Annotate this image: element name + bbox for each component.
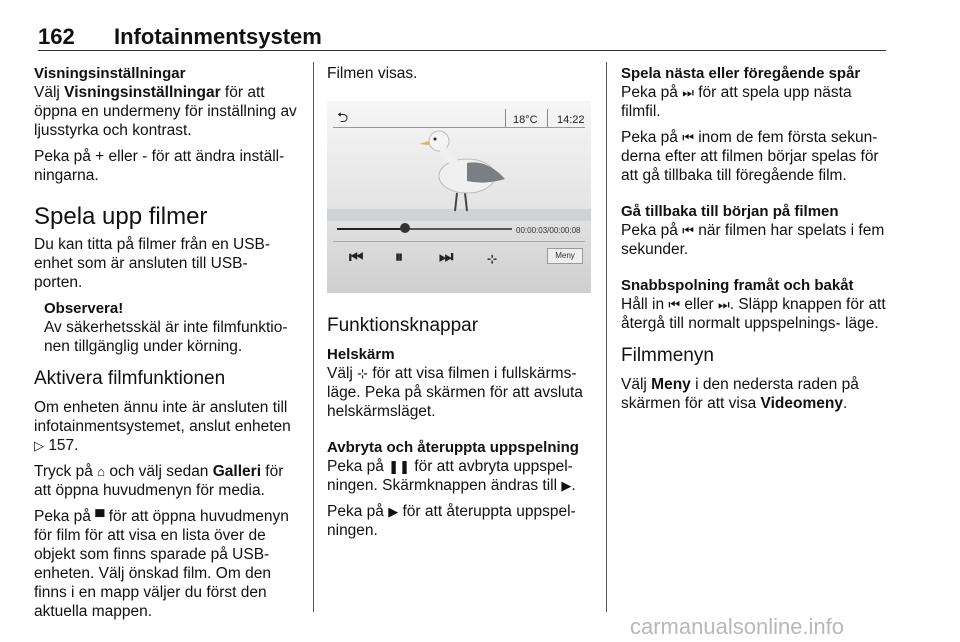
funktionsknappar-heading: Funktionsknappar	[327, 315, 479, 336]
ga-tillbaka-heading: Gå tillbaka till början på filmen	[621, 203, 839, 220]
spacer	[327, 428, 593, 438]
page-number: 162	[38, 24, 75, 49]
progress-fill	[337, 228, 405, 230]
paragraph	[621, 295, 889, 333]
status-bar	[333, 109, 585, 128]
video-player-screenshot	[327, 101, 591, 293]
text: Peka på	[621, 129, 683, 146]
play-icon: ▶	[561, 478, 572, 493]
text: .	[842, 395, 848, 412]
bold-text: Videomeny	[760, 395, 843, 412]
column-1	[34, 64, 300, 628]
page-reference-icon: ▷	[34, 438, 44, 453]
next-icon: ⏭	[718, 297, 730, 312]
film-icon: ▀	[95, 509, 105, 524]
text: 157.	[48, 437, 79, 454]
gull-beak	[419, 141, 429, 145]
previous-icon[interactable]: ⏮	[349, 249, 364, 266]
spela-upp-filmer-heading: Spela upp filmer	[34, 203, 208, 230]
paragraph	[327, 457, 593, 495]
spacer	[621, 266, 889, 276]
bold-text: Meny	[651, 376, 691, 393]
text: för att öppna huvudmenyn för media.	[34, 463, 284, 499]
text: för att återuppta uppspel- ningen.	[327, 503, 576, 539]
visningsinstallningar-heading: Visningsinställningar	[34, 65, 186, 82]
pause-icon: ❚❚	[388, 459, 410, 474]
note-text: Av säkerhetsskäl är inte filmfunktio- nen tillgänglig under körning.	[44, 319, 288, 355]
back-icon[interactable]: ⮌	[337, 109, 349, 125]
gull-eye	[434, 138, 437, 141]
aktivera-filmfunktionen-heading: Aktivera filmfunktionen	[34, 368, 226, 389]
page-header	[38, 24, 886, 50]
pause-icon[interactable]: ⏸	[395, 249, 404, 266]
note-box	[44, 299, 300, 356]
filmmenyn-heading: Filmmenyn	[621, 345, 714, 366]
gull-neck	[439, 145, 461, 165]
text: Välj	[34, 84, 65, 101]
text: i den nedersta raden på skärmen för att visa	[621, 376, 859, 412]
column-divider-2	[606, 62, 607, 612]
paragraph: Filmen visas.	[327, 65, 418, 82]
helskarm-heading: Helskärm	[327, 346, 395, 363]
text: inom de fem första sekun- derna efter att filmen börjar spelas för att gå tillbaka till föregående film.	[621, 129, 879, 184]
paragraph	[621, 83, 889, 121]
progress-track[interactable]	[337, 228, 512, 230]
column-divider-1	[313, 62, 314, 612]
text: för att spela upp nästa filmfil.	[621, 84, 852, 120]
status-divider	[547, 109, 548, 127]
paragraph	[34, 462, 300, 500]
text: . Släpp knappen för att återgå till normalt uppspelnings- läge.	[621, 296, 886, 332]
gull-wing	[467, 162, 505, 182]
note-title: Observera!	[44, 300, 124, 317]
clock-readout: 14:22	[557, 114, 585, 126]
play-icon: ▶	[388, 504, 399, 519]
elapsed-time: 00:00:03/00:00:08	[516, 226, 581, 235]
text: för att öppna en undermeny för inställning av ljusstyrka och kontrast.	[34, 84, 297, 139]
temperature-readout: 18°C	[513, 114, 538, 126]
page-title: Infotainmentsystem	[114, 24, 322, 49]
text: Tryck på	[34, 463, 98, 480]
control-bar	[333, 241, 585, 274]
status-divider	[505, 109, 506, 127]
gull-leg	[455, 193, 457, 211]
gull-leg	[465, 193, 467, 211]
snabbspolning-heading: Snabbspolning framåt och bakåt	[621, 277, 854, 294]
text: Peka på	[621, 222, 683, 239]
fullscreen-icon: ⊹	[357, 366, 369, 381]
text: Peka på	[621, 84, 683, 101]
spela-nasta-heading: Spela nästa eller föregående spår	[621, 65, 861, 82]
text: Välj	[327, 365, 358, 382]
next-icon: ⏭	[682, 85, 694, 100]
text: Peka på	[327, 458, 389, 475]
text: för att öppna huvudmenyn för film för att visa en lista över de objekt som finns sparade på USB- enheten. Välj önskad film. Om den finns i en mapp väljer du först den aktuella mappen.	[34, 508, 289, 620]
text: Peka på	[34, 508, 96, 525]
paragraph	[327, 502, 593, 540]
paragraph	[34, 507, 300, 621]
bold-text: Galleri	[212, 463, 261, 480]
text: för att avbryta uppspel- ningen. Skärmknappen ändras till	[327, 458, 573, 494]
column-3	[621, 64, 889, 420]
text: när filmen har spelats i fem sekunder.	[621, 222, 885, 258]
paragraph	[621, 128, 889, 185]
home-icon: ⌂	[97, 464, 106, 479]
fullscreen-icon[interactable]: ⊹	[487, 252, 498, 266]
menu-button[interactable]: Meny	[547, 248, 583, 264]
paragraph	[34, 398, 300, 455]
text: eller	[680, 296, 718, 313]
watermark: carmanualsonline.info	[630, 614, 845, 639]
text: Peka på	[327, 503, 389, 520]
paragraph: Du kan titta på filmer från en USB- enhet som är ansluten till USB- porten.	[34, 236, 271, 291]
railing	[327, 209, 591, 221]
paragraph	[34, 83, 300, 140]
text: Håll in	[621, 296, 669, 313]
paragraph: Peka på + eller - för att ändra inställ- ningarna.	[34, 148, 285, 184]
text: .	[571, 477, 576, 494]
spacer	[621, 192, 889, 202]
bold-text: Visningsinställningar	[64, 84, 221, 101]
paragraph	[327, 364, 593, 421]
next-icon[interactable]: ⏭	[439, 249, 454, 266]
text: Välj	[621, 376, 652, 393]
previous-icon: ⏮	[682, 130, 694, 145]
text: för att visa filmen i fullskärms- läge. Peka på skärmen för att avsluta helskärmsläget.	[327, 365, 583, 420]
paragraph	[621, 221, 889, 259]
previous-icon: ⏮	[682, 223, 694, 238]
previous-icon: ⏮	[668, 297, 681, 312]
paragraph	[621, 375, 889, 413]
text: och välj sedan	[105, 463, 213, 480]
header-rule	[38, 50, 886, 51]
text: Om enheten ännu inte är ansluten till infotainmentsystemet, anslut enheten	[34, 399, 291, 435]
column-2	[327, 64, 593, 547]
avbryta-heading: Avbryta och återuppta uppspelning	[327, 439, 579, 456]
